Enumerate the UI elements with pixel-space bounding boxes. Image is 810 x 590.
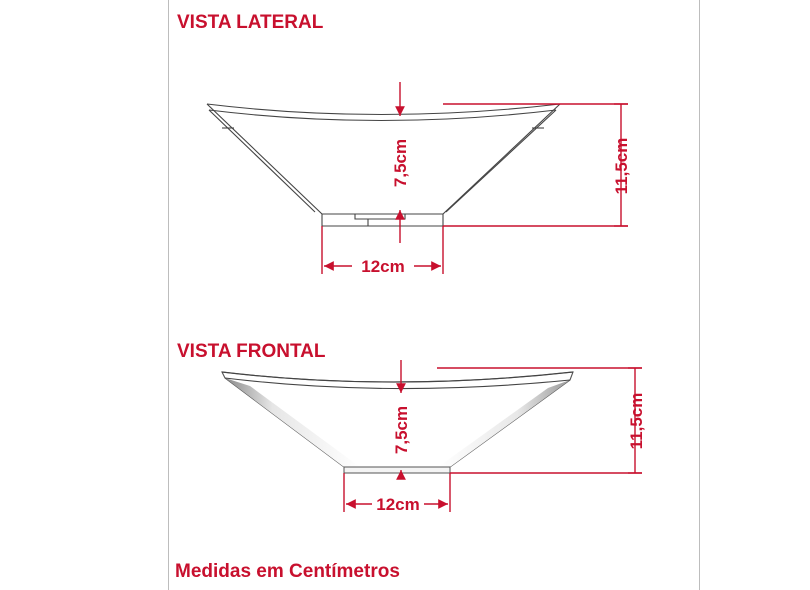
frontal-view-title: VISTA FRONTAL (177, 341, 326, 362)
lateral-sink-outline (207, 104, 560, 226)
lateral-dimensions (322, 82, 628, 274)
lateral-inner-depth-label: 7,5cm (391, 138, 410, 188)
lateral-total-height-label: 11,5cm (612, 137, 631, 195)
frontal-base-width-label: 12cm (376, 495, 420, 514)
lateral-view-title: VISTA LATERAL (177, 12, 324, 33)
frontal-total-height-label: 11,5cm (627, 392, 646, 450)
measurement-note: Medidas em Centímetros (175, 561, 400, 582)
frontal-inner-depth-label: 7,5cm (392, 405, 411, 455)
lateral-base-width-label: 12cm (361, 257, 405, 276)
